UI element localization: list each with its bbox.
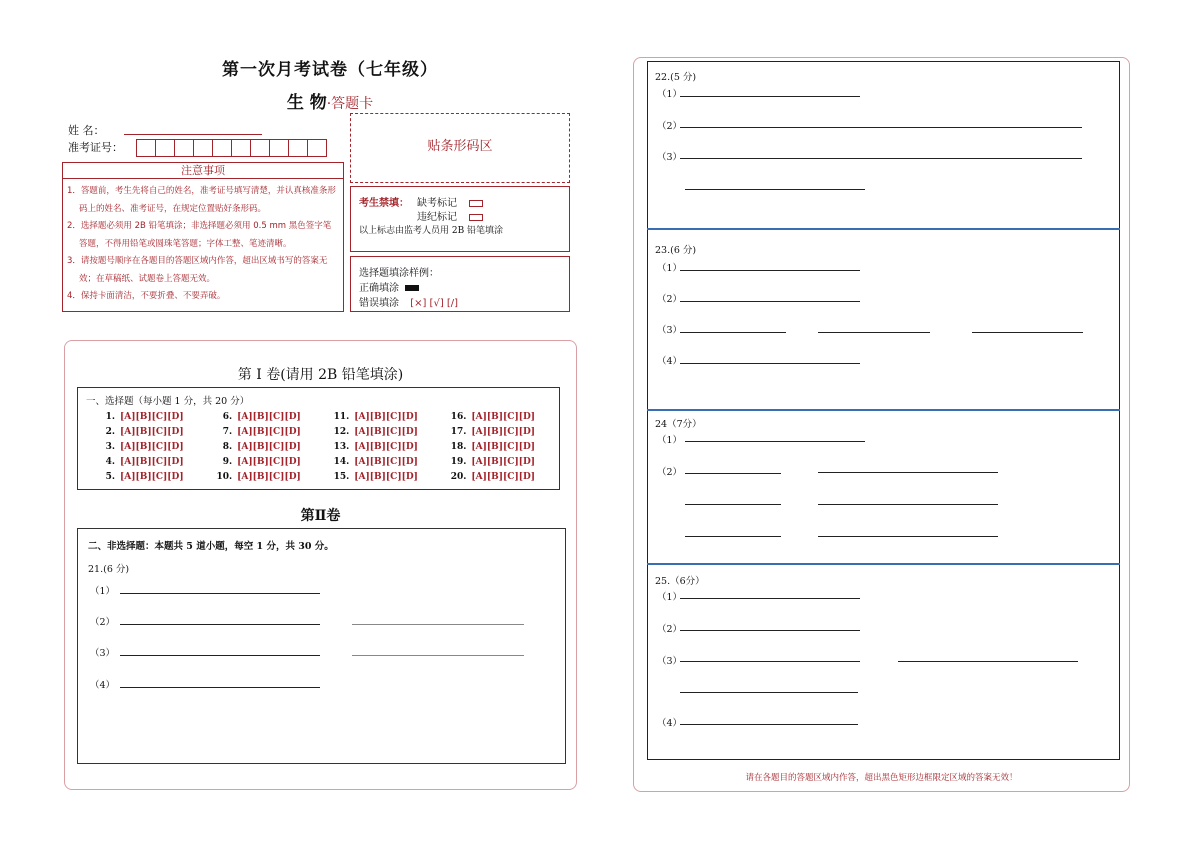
answer-options[interactable]: [A][B][C][D] [354,472,418,482]
notice-box [62,162,344,312]
part2-section-title: 二、非选择题：本题共 5 道小题，每空 1 分，共 30 分。 [88,541,334,552]
violation-mark-row [417,208,483,223]
q24-answer-line[interactable] [818,504,998,505]
answer-options[interactable]: [A][B][C][D] [237,442,301,452]
absent-mark-row [417,194,483,209]
id-digit-box[interactable] [136,139,156,157]
multiple-choice-box [77,387,560,490]
question-number: 2. [105,427,115,437]
q23-sub2-label: （2） [657,294,683,305]
q22-answer-line[interactable] [680,127,1082,128]
notice-heading: 注意事项 [63,163,343,179]
question-number: 3. [105,442,115,452]
question-number: 12. [333,427,350,437]
q24-answer-line[interactable] [685,473,781,474]
notice-item: 2．选择题必须用 2B 铅笔填涂；非选择题必须用 0.5 mm 黑色签字笔答题，不得用铅笔或圆珠笔答题；字体工整、笔迹清晰。 [67,221,332,249]
violation-mark-box[interactable] [469,214,483,221]
id-label: 准考证号： [68,141,123,154]
q21-title: 21.(6 分) [88,564,130,575]
question-number: 6. [222,412,233,422]
wrong-sample-label: 错误填涂 [359,298,399,309]
q22-sub1-label: （1） [657,89,683,100]
answer-options[interactable]: [A][B][C][D] [237,457,301,467]
answer-options[interactable]: [A][B][C][D] [354,457,418,467]
mc-section-title: 一、选择题（每小题 1 分，共 20 分） [86,396,250,407]
id-digit-box[interactable] [250,139,270,157]
answer-options[interactable]: [A][B][C][D] [471,442,536,452]
part2-heading: 第Ⅱ卷 [300,508,341,524]
notice-list [63,179,343,306]
filled-mark-icon [405,285,419,291]
q22-sub2-label: （2） [657,121,683,132]
question-number: 11. [333,412,350,422]
question-number: 18. [450,442,467,452]
answer-options[interactable]: [A][B][C][D] [471,412,536,422]
question-number: 10. [216,472,233,482]
wrong-sample-marks: [×] [√] [/] [410,298,459,309]
notice-item: 1．答题前，考生先将自己的姓名，准考证号填写清楚，并认真核准条形码上的姓名、准考证号，在规定位置贴好条形码。 [67,186,336,214]
q24-answer-line[interactable] [818,536,998,537]
absent-mark-box[interactable] [469,200,483,207]
question-number: 1. [105,412,115,422]
q25-answer-line[interactable] [898,661,1078,662]
answer-options[interactable]: [A][B][C][D] [471,472,536,482]
mc-row [94,410,559,425]
q24-answer-line[interactable] [685,441,865,442]
q25-answer-line[interactable] [680,692,858,693]
question-number: 7. [222,427,233,437]
correct-sample-row [359,279,419,294]
section-divider [647,409,1120,411]
answer-options[interactable]: [A][B][C][D] [354,412,418,422]
id-digit-box[interactable] [269,139,289,157]
question-number: 13. [333,442,350,452]
subject-name: 生 物 [286,93,327,113]
q24-sub1-label: （1） [657,435,683,446]
q23-title: 23.(6 分) [655,245,697,256]
absent-mark-label: 缺考标记 [417,198,457,209]
answer-options[interactable]: [A][B][C][D] [237,472,301,482]
q25-answer-line[interactable] [680,630,860,631]
mark-note: 以上标志由监考人员用 2B 铅笔填涂 [359,226,504,236]
q25-title: 25.（6分） [655,576,705,587]
id-digit-box[interactable] [212,139,232,157]
subject-title [0,88,660,113]
section-divider [647,563,1120,565]
answer-options[interactable]: [A][B][C][D] [354,427,418,437]
question-number: 14. [333,457,350,467]
q21-answer-line[interactable] [352,624,524,625]
notice-item: 4．保持卡面清洁，不要折叠、不要弄破。 [67,291,226,301]
question-number: 9. [222,457,233,467]
q23-sub1-label: （1） [657,263,683,274]
q23-answer-line[interactable] [818,332,930,333]
q24-answer-line[interactable] [818,472,998,473]
q21-sub4-label: （4） [90,680,116,691]
answer-options[interactable]: [A][B][C][D] [471,427,536,437]
answer-options[interactable]: [A][B][C][D] [471,457,536,467]
q23-answer-line[interactable] [680,332,786,333]
q22-title: 22.(5 分) [655,72,697,83]
q25-sub2-label: （2） [657,624,683,635]
q22-answer-line[interactable] [680,158,1082,159]
q25-sub3-label: （3） [657,656,683,667]
q21-answer-line[interactable] [120,655,320,656]
mc-row [94,440,559,455]
q24-answer-line[interactable] [685,536,781,537]
correct-sample-label: 正确填涂 [359,283,399,294]
id-digit-box[interactable] [307,139,327,157]
mc-row [94,455,559,470]
q23-answer-line[interactable] [680,270,860,271]
question-number: 16. [450,412,467,422]
answer-options[interactable]: [A][B][C][D] [120,472,184,482]
exam-title: 第一次月考试卷（七年级） [222,60,438,80]
barcode-area: 贴条形码区 [350,113,570,183]
answer-options[interactable]: [A][B][C][D] [237,412,301,422]
q23-sub4-label: （4） [657,356,683,367]
q25-answer-line[interactable] [680,661,860,662]
name-field[interactable] [124,134,262,135]
answer-options[interactable]: [A][B][C][D] [120,442,184,452]
q25-sub4-label: （4） [657,718,683,729]
section-divider [647,228,1120,230]
proctor-mark-box [350,186,570,252]
id-digit-box[interactable] [193,139,213,157]
q24-title: 24（7分） [655,419,702,430]
q22-sub3-label: （3） [657,152,683,163]
id-digit-box[interactable] [155,139,175,157]
question-number: 17. [450,427,467,437]
sample-heading: 选择题填涂样例： [359,268,439,279]
question-number: 4. [105,457,115,467]
q25-sub1-label: （1） [657,592,683,603]
notice-item: 3．请按题号顺序在各题目的答题区域内作答，超出区域书写的答案无效；在草稿纸、试题卷上答题无效。 [67,256,328,284]
footer-warning: 请在各题目的答题区域内作答，超出黑色矩形边框限定区域的答案无效！ [745,773,1018,783]
answer-options[interactable]: [A][B][C][D] [120,412,184,422]
q21-answer-line[interactable] [120,593,320,594]
wrong-sample-row [359,294,458,309]
mark-heading: 考生禁填： [359,198,409,209]
q23-answer-line[interactable] [972,332,1083,333]
question-number: 8. [222,442,233,452]
q21-sub2-label: （2） [90,617,116,628]
mc-row [94,425,559,440]
id-boxes[interactable] [136,139,326,157]
q23-sub3-label: （3） [657,325,683,336]
answer-options[interactable]: [A][B][C][D] [120,457,184,467]
q23-answer-line[interactable] [680,301,860,302]
q21-answer-line[interactable] [120,687,320,688]
part1-heading: 第 I 卷(请用 2B 铅笔填涂) [237,367,404,383]
id-digit-box[interactable] [231,139,251,157]
q21-answer-line[interactable] [352,655,524,656]
answer-options[interactable]: [A][B][C][D] [237,427,301,437]
answer-options[interactable]: [A][B][C][D] [354,442,418,452]
q22-answer-line[interactable] [680,96,860,97]
q23-answer-line[interactable] [680,363,860,364]
question-number: 19. [450,457,467,467]
id-digit-box[interactable] [288,139,308,157]
violation-mark-label: 违纪标记 [417,212,457,223]
answer-options[interactable]: [A][B][C][D] [120,427,184,437]
name-label: 姓 名： [68,124,105,137]
q21-sub1-label: （1） [90,586,116,597]
q21-answer-line[interactable] [120,624,320,625]
mc-grid [94,410,559,485]
id-digit-box[interactable] [174,139,194,157]
q22-answer-line[interactable] [685,189,865,190]
question-number: 5. [105,472,115,482]
q24-answer-line[interactable] [685,504,781,505]
question-number: 15. [333,472,350,482]
q21-sub3-label: （3） [90,648,116,659]
q24-sub2-label: （2） [657,467,683,478]
non-choice-box [77,528,566,764]
mc-row [94,470,559,485]
fill-sample-box [350,256,570,312]
q25-answer-line[interactable] [680,598,860,599]
answer-card-label: ·答题卡 [326,96,374,112]
question-number: 20. [450,472,467,482]
q25-answer-line[interactable] [680,724,858,725]
